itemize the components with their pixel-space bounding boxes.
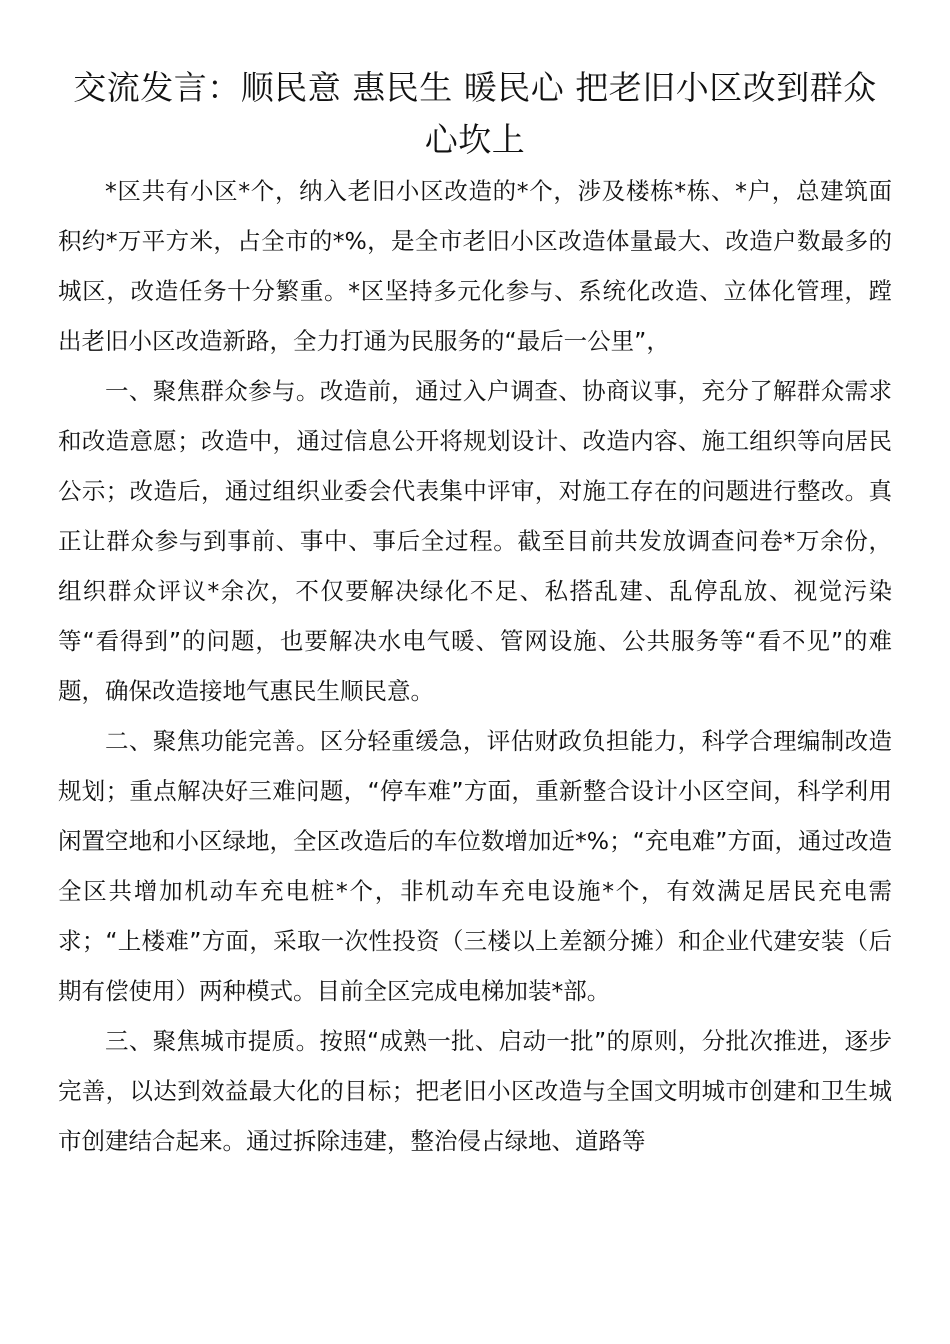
section-three-paragraph: 三、聚焦城市提质。按照“成熟一批、启动一批”的原则，分批次推进，逐步完善，以达到效益最大化的目标；把老旧小区改造与全国文明城市创建和卫生城市创建结合起来。通过拆除违建，整治侵占绿地、道路等 bbox=[58, 1027, 892, 1155]
section-two-paragraph: 二、聚焦功能完善。区分轻重缓急，评估财政负担能力，科学合理编制改造规划；重点解决好三难问题，“停车难”方面，重新整合设计小区空间，科学利用闲置空地和小区绿地，全区改造后的车位数增加近*%；“充电难”方面，通过改造全区共增加机动车充电桩*个，非机动车充电设施*个，有效满足居民充电需求；“上楼难”方面，采取一次性投资（三楼以上差额分摊）和企业代建安装（后期有偿使用）两种模式。目前全区完成电梯加装*部。 bbox=[58, 727, 892, 1005]
intro-paragraph: *区共有小区*个，纳入老旧小区改造的*个，涉及楼栋*栋、*户，总建筑面积约*万平方米，占全市的*%，是全市老旧小区改造体量最大、改造户数最多的城区，改造任务十分繁重。*区坚持多元化参与、系统化改造、立体化管理，蹚出老旧小区改造新路，全力打通为民服务的“最后一公里”， bbox=[58, 177, 892, 355]
document-page bbox=[58, 62, 892, 1166]
section-one-paragraph: 一、聚焦群众参与。改造前，通过入户调查、协商议事，充分了解群众需求和改造意愿；改造中，通过信息公开将规划设计、改造内容、施工组织等向居民公示；改造后，通过组织业委会代表集中评审，对施工存在的问题进行整改。真正让群众参与到事前、事中、事后全过程。截至目前共发放调查问卷*万余份，组织群众评议*余次，不仅要解决绿化不足、私搭乱建、乱停乱放、视觉污染等“看得到”的问题，也要解决水电气暖、管网设施、公共服务等“看不见”的难题，确保改造接地气惠民生顺民意。 bbox=[58, 377, 892, 705]
document-title: 交流发言：顺民意 惠民生 暖民心 把老旧小区改到群众心坎上 bbox=[73, 68, 877, 159]
